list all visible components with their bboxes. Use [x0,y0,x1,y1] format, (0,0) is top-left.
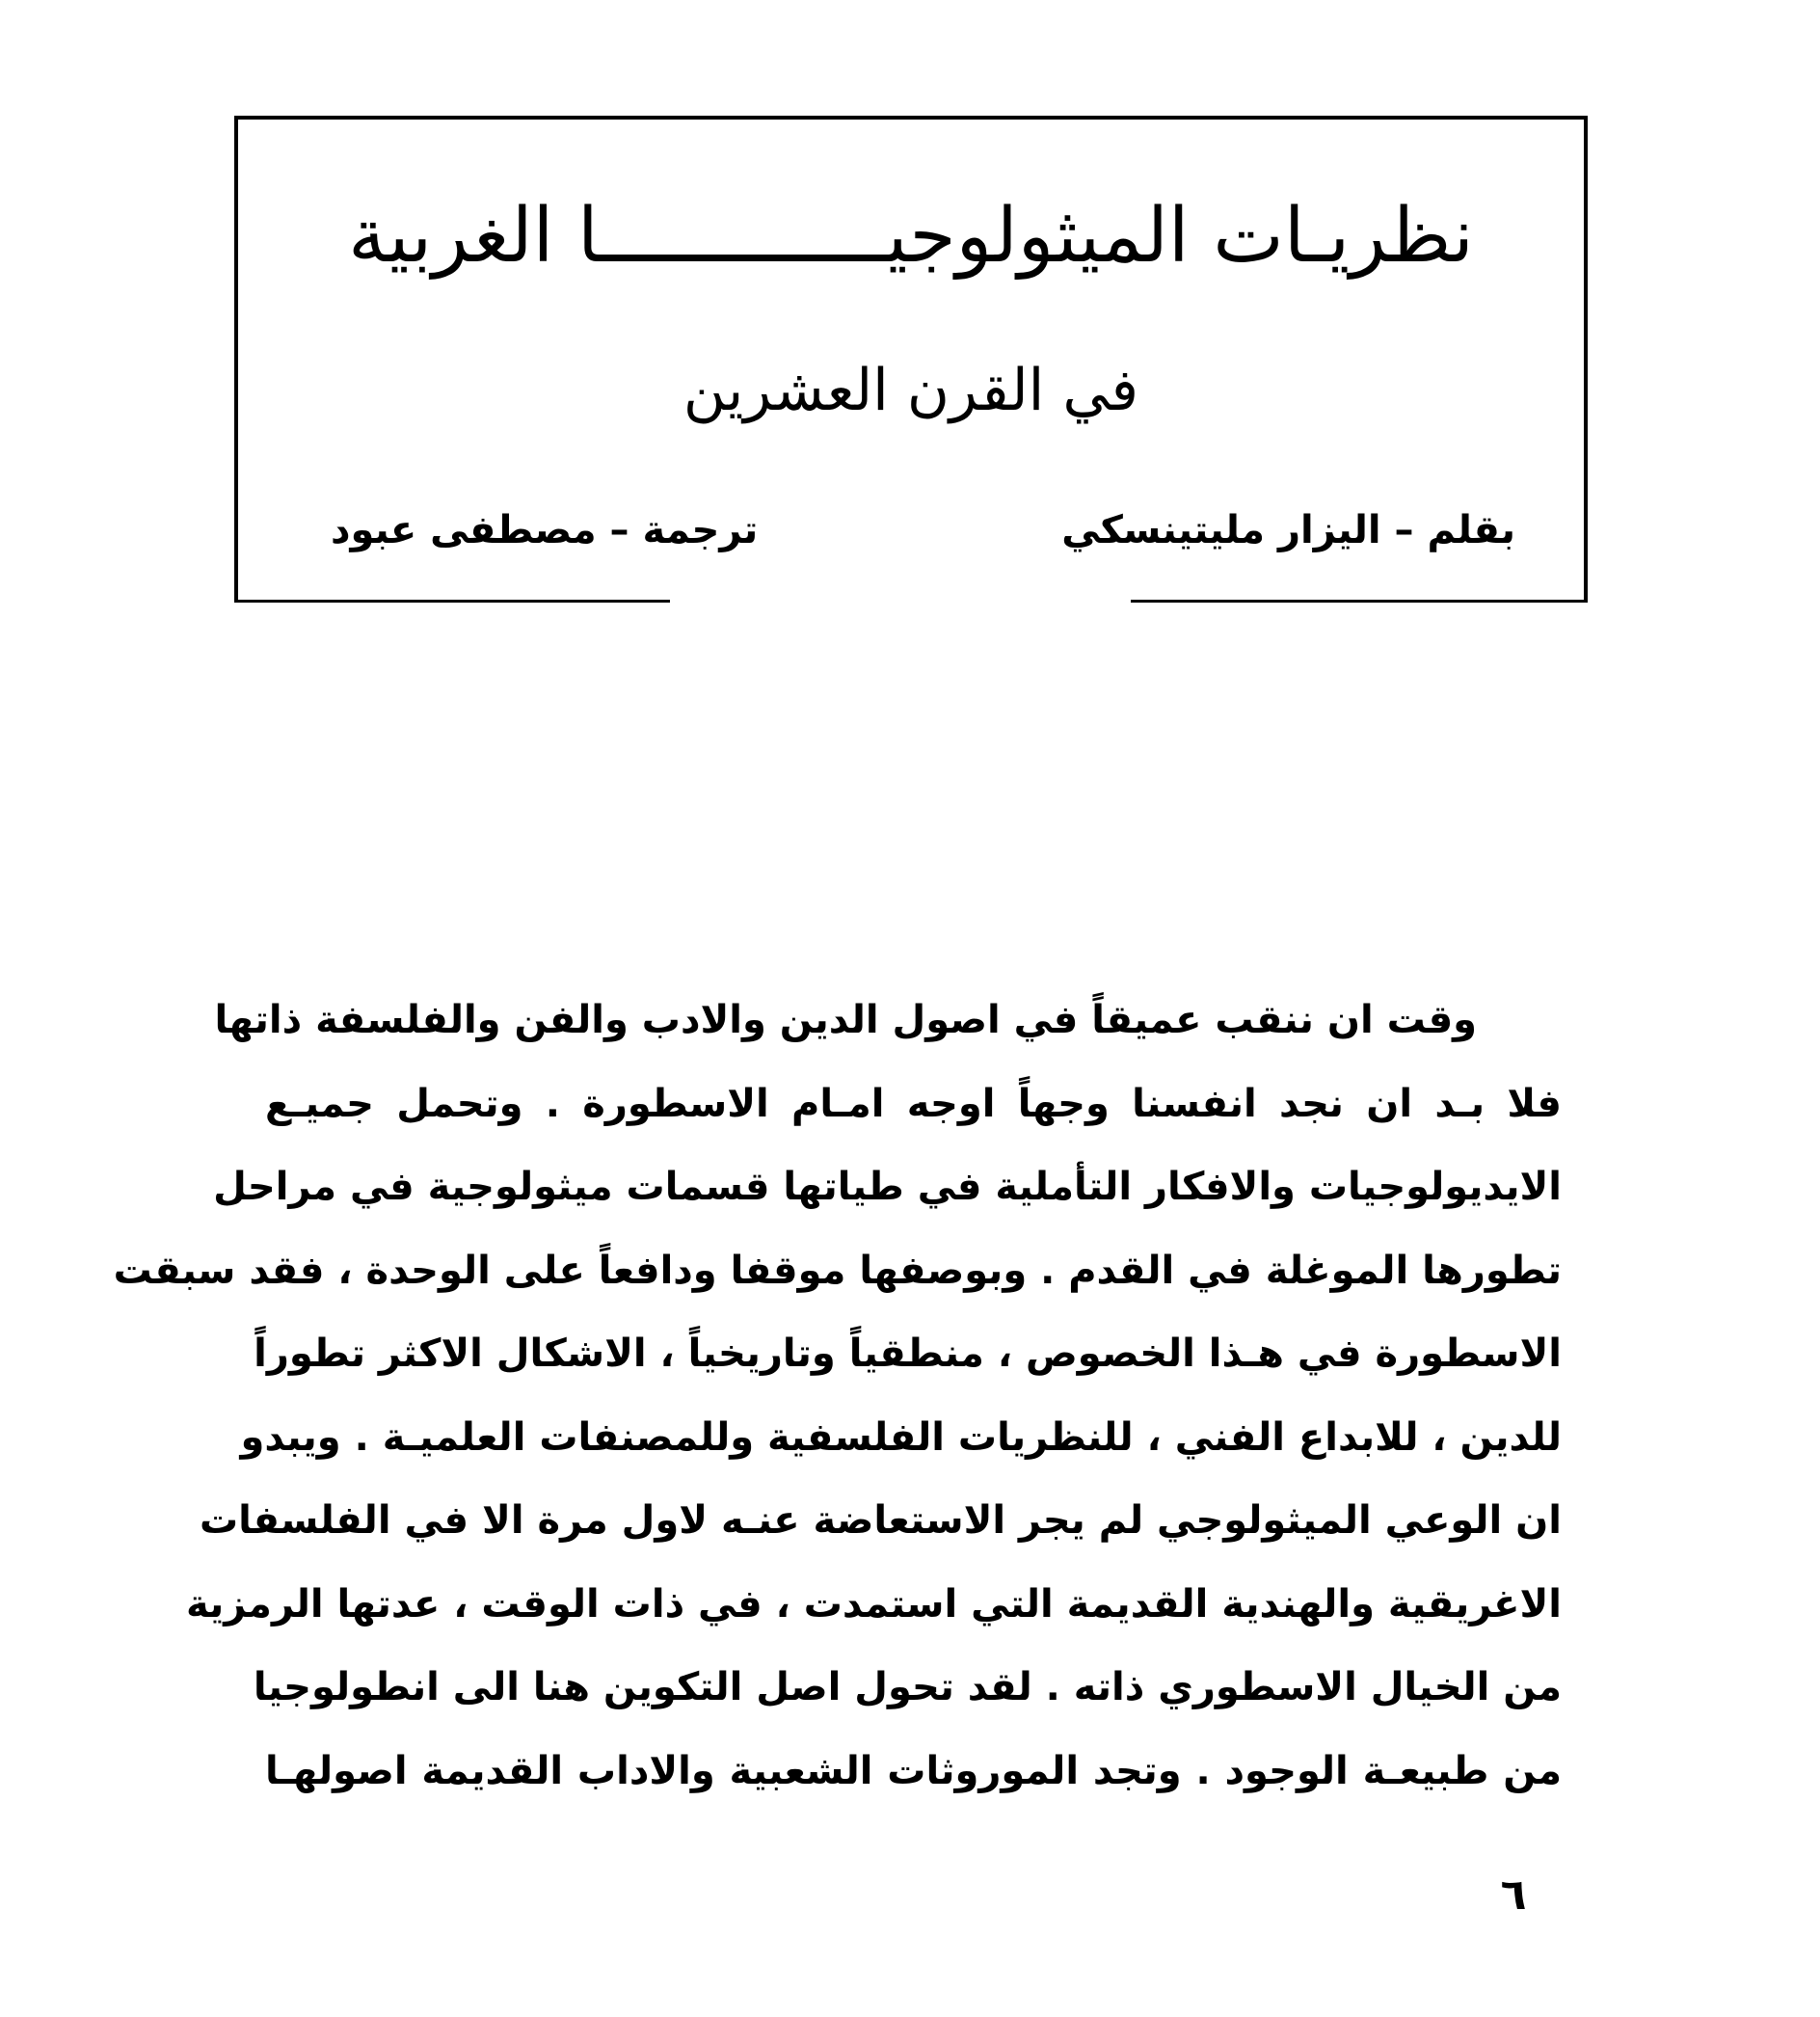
frame-right-border [1584,116,1588,603]
body-line: ان الوعي الميثولوجي لم يجر الاستعاضة عنـه لاول مرة الا في الفلسفات [199,1498,1562,1543]
body-line: من الخيال الاسطوري ذاته . لقد تحول اصل التكوين هنا الى انطولوجيا [253,1665,1562,1709]
body-line: الاغريقية والهندية القديمة التي استمدت ، في ذات الوقت ، عدتها الرمزية [186,1581,1562,1627]
body-line: الايديولوجيات والافكار التأملية في طياتها قسمات ميثولوجية في مراحل [213,1165,1562,1209]
body-line: فلا بـد ان نجد انفسنا وجهاً اوجه امـام الاسطورة . وتحمل جميـع [265,1081,1562,1126]
body-line: من طبيعـة الوجود . وتجد الموروثات الشعبية والاداب القديمة اصولهـا [265,1748,1562,1793]
frame-bottom-border-right [1147,600,1588,603]
frame-top-border [234,116,1588,120]
body-paragraph [113,979,1562,1813]
body-line: للدين ، للابداع الفني ، للنظريات الفلسفية وللمصنفات العلميـة . ويبدو [240,1414,1562,1460]
page-number: ٦ [1500,1870,1527,1920]
frame-bottom-border-left [234,600,670,603]
body-line: وقت ان ننقب عميقاً في اصول الدين والادب والفن والفلسفة ذاتها [214,998,1477,1042]
article-title: نظريـات الميثولوجيـــــــــــــا الغربية [348,193,1474,280]
title-frame [234,116,1588,603]
body-line: الاسطورة في هـذا الخصوص ، منطقياً وتاريخياً ، الاشكال الاكثر تطوراً [254,1331,1562,1376]
translator-credit: ترجمة – مصطفى عبود [331,508,759,552]
author-credit: بقلم – اليزار مليتينسكي [1061,508,1515,552]
article-subtitle: في القرن العشرين [682,357,1139,424]
frame-left-border [234,116,238,603]
body-line: تطورها الموغلة في القدم . وبوصفها موقفا ودافعاً على الوحدة ، فقد سبقت [113,1248,1562,1293]
